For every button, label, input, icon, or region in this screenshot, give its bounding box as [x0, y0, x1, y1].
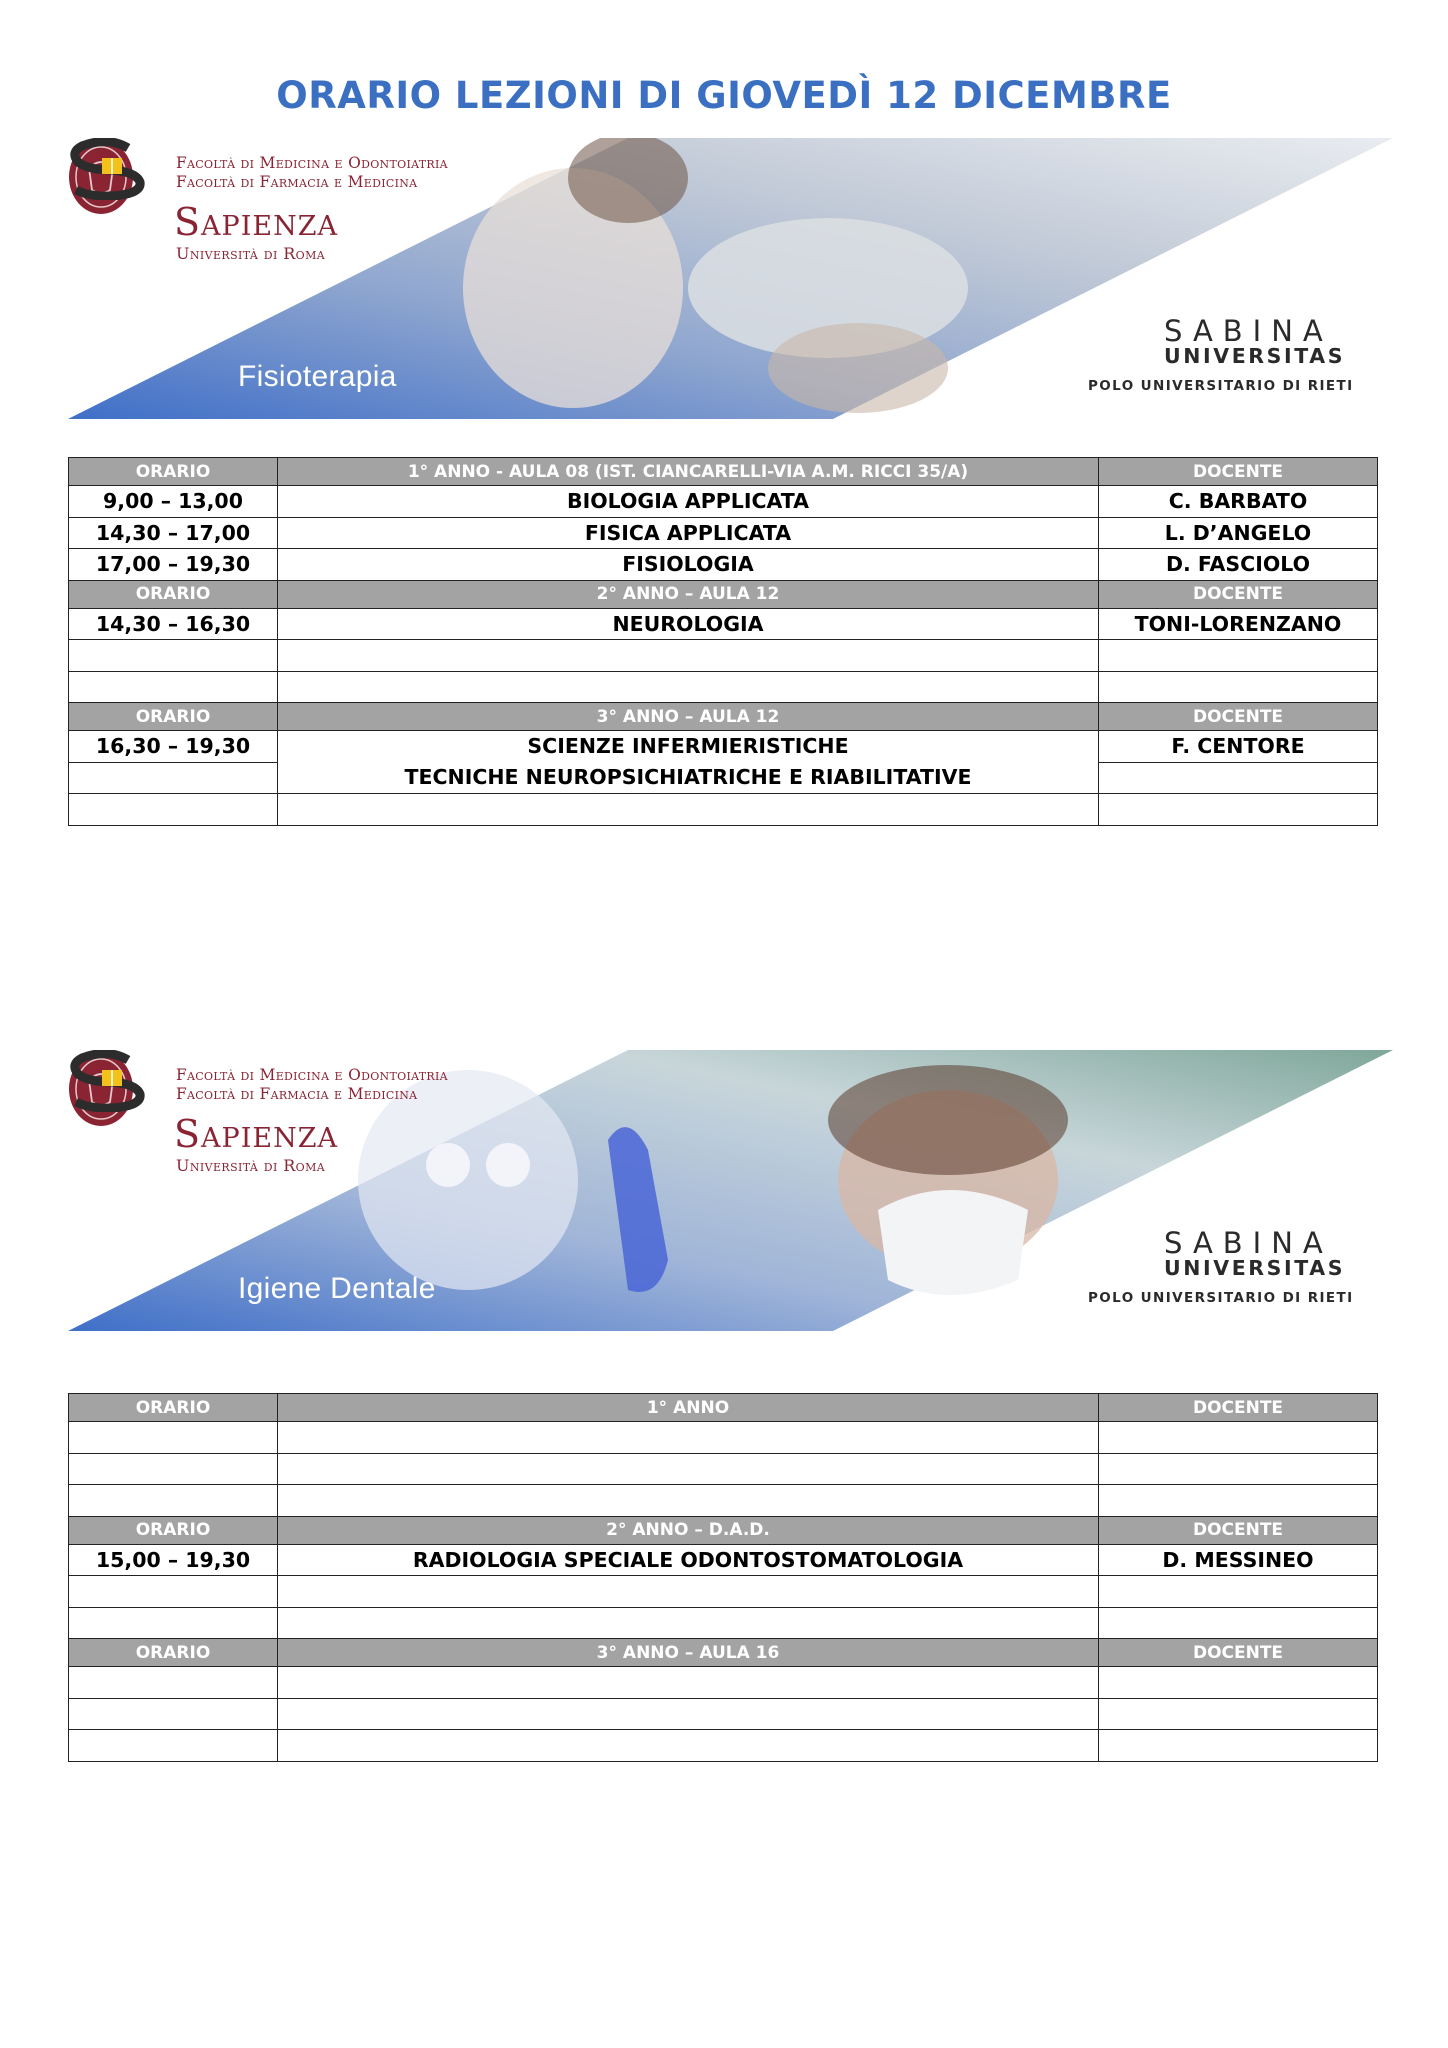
sabina-polo: POLO UNIVERSITARIO DI RIETI	[1088, 1290, 1354, 1306]
table-row	[69, 1607, 1378, 1639]
header-teacher: DOCENTE	[1099, 703, 1378, 731]
cell-teacher	[1099, 1453, 1378, 1485]
table-row	[69, 794, 1378, 826]
cell-teacher	[1099, 1698, 1378, 1730]
university-subtitle: Università di Roma	[176, 1156, 326, 1175]
sabina-logo-icon	[68, 1050, 152, 1112]
table-row	[69, 1698, 1378, 1730]
cell-time	[69, 794, 278, 826]
cell-time	[69, 640, 278, 672]
cell-subject: FISIOLOGIA	[278, 549, 1099, 581]
course-name: Fisioterapia	[238, 360, 397, 393]
table-row	[69, 549, 1378, 581]
header-subject: 1° ANNO	[278, 1394, 1099, 1422]
cell-teacher: D. MESSINEO	[1099, 1544, 1378, 1576]
table-row	[69, 1485, 1378, 1517]
table-row	[69, 1544, 1378, 1576]
schedule-table-igiene-dentale	[68, 1393, 1378, 1762]
table-header-row	[69, 458, 1378, 486]
table-header-row	[69, 1516, 1378, 1544]
sabina-universitas: UNIVERSITAS	[1164, 344, 1346, 368]
cell-teacher	[1099, 1422, 1378, 1454]
table-row	[69, 671, 1378, 703]
cell-teacher	[1099, 762, 1378, 794]
cell-subject	[278, 794, 1099, 826]
schedule-table-fisioterapia	[68, 457, 1378, 826]
cell-time: 15,00 – 19,30	[69, 1544, 278, 1576]
cell-time	[69, 1422, 278, 1454]
header-subject: 1° ANNO - AULA 08 (IST. CIANCARELLI-VIA A.M. RICCI 35/A)	[278, 458, 1099, 486]
cell-subject-merged	[278, 731, 1099, 794]
table-row	[69, 731, 1378, 763]
cell-subject	[278, 1453, 1099, 1485]
table-row	[69, 1453, 1378, 1485]
cell-time: 14,30 – 17,00	[69, 517, 278, 549]
header-time: ORARIO	[69, 458, 278, 486]
cell-time: 16,30 – 19,30	[69, 731, 278, 763]
cell-teacher	[1099, 1607, 1378, 1639]
banner-fisioterapia	[68, 138, 1393, 419]
cell-teacher: L. D’ANGELO	[1099, 517, 1378, 549]
header-teacher: DOCENTE	[1099, 1639, 1378, 1667]
header-subject: 3° ANNO – AULA 12	[278, 703, 1099, 731]
header-time: ORARIO	[69, 1516, 278, 1544]
university-name: Sapienza	[174, 200, 338, 244]
cell-subject: BIOLOGIA APPLICATA	[278, 486, 1099, 518]
cell-time	[69, 1698, 278, 1730]
table-row	[69, 640, 1378, 672]
sabina-logo-icon	[68, 138, 152, 200]
sabina-universitas: UNIVERSITAS	[1164, 1256, 1346, 1280]
table-header-row	[69, 703, 1378, 731]
cell-teacher	[1099, 671, 1378, 703]
cell-subject	[278, 671, 1099, 703]
cell-time	[69, 1730, 278, 1762]
banner-igiene-dentale	[68, 1050, 1393, 1331]
table-row	[69, 486, 1378, 518]
cell-teacher	[1099, 1485, 1378, 1517]
cell-teacher: TONI-LORENZANO	[1099, 608, 1378, 640]
cell-subject	[278, 1576, 1099, 1608]
cell-subject	[278, 1698, 1099, 1730]
header-teacher: DOCENTE	[1099, 580, 1378, 608]
cell-subject	[278, 1607, 1099, 1639]
table-row	[69, 1667, 1378, 1699]
header-teacher: DOCENTE	[1099, 458, 1378, 486]
cell-teacher: D. FASCIOLO	[1099, 549, 1378, 581]
cell-subject	[278, 1730, 1099, 1762]
cell-teacher	[1099, 1576, 1378, 1608]
cell-time	[69, 1667, 278, 1699]
cell-subject	[278, 1667, 1099, 1699]
university-subtitle: Università di Roma	[176, 244, 326, 263]
header-time: ORARIO	[69, 703, 278, 731]
cell-time	[69, 671, 278, 703]
sabina-name: SABINA	[1164, 1226, 1333, 1260]
course-name: Igiene Dentale	[238, 1272, 436, 1305]
cell-teacher	[1099, 640, 1378, 672]
table-row	[69, 1576, 1378, 1608]
university-name: Sapienza	[174, 1112, 338, 1156]
faculty-line-1: Facoltà di Medicina e Odontoiatria	[176, 154, 448, 172]
cell-teacher	[1099, 794, 1378, 826]
table-row	[69, 517, 1378, 549]
table-row	[69, 1422, 1378, 1454]
header-subject: 2° ANNO – AULA 12	[278, 580, 1099, 608]
sabina-polo: POLO UNIVERSITARIO DI RIETI	[1088, 378, 1354, 394]
cell-subject: RADIOLOGIA SPECIALE ODONTOSTOMATOLOGIA	[278, 1544, 1099, 1576]
cell-time: 14,30 – 16,30	[69, 608, 278, 640]
header-subject: 3° ANNO – AULA 16	[278, 1639, 1099, 1667]
cell-subject: FISICA APPLICATA	[278, 517, 1099, 549]
cell-teacher	[1099, 1667, 1378, 1699]
cell-time	[69, 762, 278, 794]
header-teacher: DOCENTE	[1099, 1394, 1378, 1422]
cell-time	[69, 1607, 278, 1639]
cell-subject	[278, 1422, 1099, 1454]
table-row	[69, 608, 1378, 640]
cell-teacher: F. CENTORE	[1099, 731, 1378, 763]
header-time: ORARIO	[69, 1639, 278, 1667]
faculty-line-2: Facoltà di Farmacia e Medicina	[176, 173, 418, 191]
cell-subject	[278, 640, 1099, 672]
header-time: ORARIO	[69, 1394, 278, 1422]
cell-time	[69, 1453, 278, 1485]
page-title: ORARIO LEZIONI DI GIOVEDÌ 12 DICEMBRE	[276, 74, 1172, 117]
table-header-row	[69, 580, 1378, 608]
cell-subject-line2: TECNICHE NEUROPSICHIATRICHE E RIABILITATIVE	[404, 765, 972, 789]
cell-subject	[278, 1485, 1099, 1517]
table-header-row	[69, 1639, 1378, 1667]
cell-time: 17,00 – 19,30	[69, 549, 278, 581]
cell-teacher	[1099, 1730, 1378, 1762]
cell-time	[69, 1485, 278, 1517]
faculty-line-2: Facoltà di Farmacia e Medicina	[176, 1085, 418, 1103]
cell-time: 9,00 – 13,00	[69, 486, 278, 518]
cell-subject-line1: SCIENZE INFERMIERISTICHE	[527, 734, 849, 758]
header-time: ORARIO	[69, 580, 278, 608]
header-teacher: DOCENTE	[1099, 1516, 1378, 1544]
cell-teacher: C. BARBATO	[1099, 486, 1378, 518]
sabina-name: SABINA	[1164, 314, 1333, 348]
cell-subject: NEUROLOGIA	[278, 608, 1099, 640]
faculty-line-1: Facoltà di Medicina e Odontoiatria	[176, 1066, 448, 1084]
table-row	[69, 1730, 1378, 1762]
cell-time	[69, 1576, 278, 1608]
header-subject: 2° ANNO – D.A.D.	[278, 1516, 1099, 1544]
table-header-row	[69, 1394, 1378, 1422]
